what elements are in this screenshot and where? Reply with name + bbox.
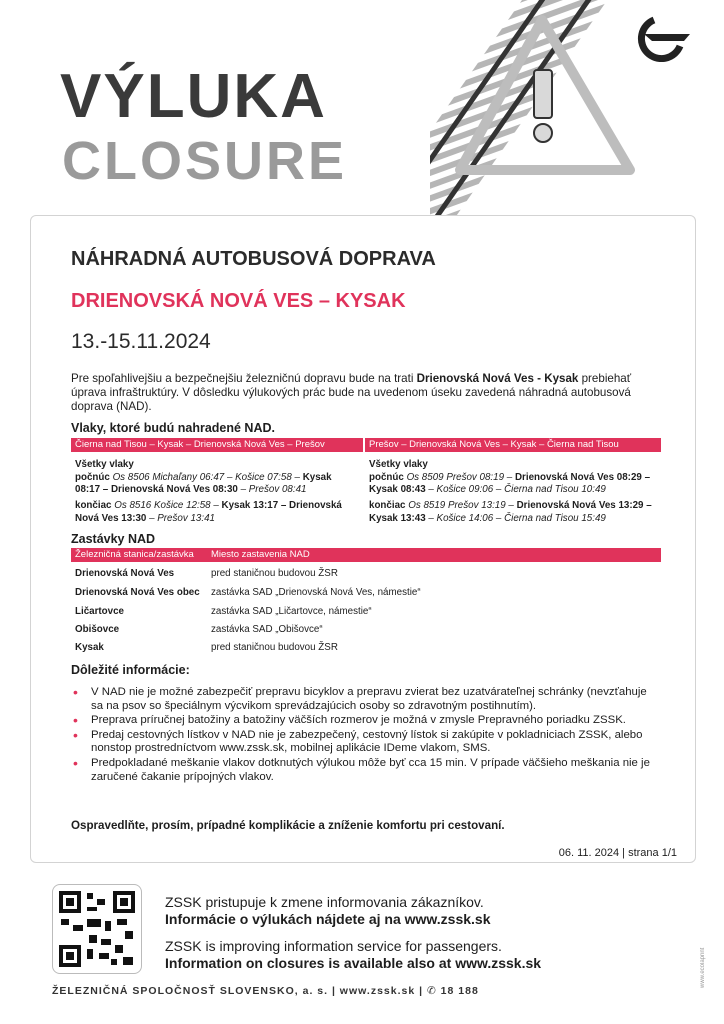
stop-station: Kysak: [75, 642, 104, 653]
footer-sk-line2: Informácie o výlukách nájdete aj na www.zssk.sk: [165, 911, 491, 927]
dir2-end-b: Drienovská Nová Ves 13:29 – Kysak 13:43: [369, 500, 652, 524]
dir1-start-b: Kysak 08:17 – Drienovská Nová Ves 08:30: [75, 471, 332, 495]
notice-route: DRIENOVSKÁ NOVÁ VES – KYSAK: [71, 290, 406, 312]
intro-text-2: prebiehať úprava infraštruktúry. V dôsledku výlukových prác bude na uvedenom úseku zavedená náhradná autobusová doprava (NAD).: [71, 372, 632, 413]
dir2-start-c: – Košice 09:06 – Čierna nad Tisou 10:49: [425, 484, 606, 495]
stops-table-header: [71, 548, 661, 562]
page-info: 06. 11. 2024 | strana 1/1: [558, 847, 677, 859]
stop-station: Obišovce: [75, 624, 120, 635]
notice-date: 13.-15.11.2024: [71, 330, 211, 353]
stop-place: pred staničnou budovou ŽSR: [211, 568, 338, 579]
stops-heading: Zastávky NAD: [71, 532, 156, 546]
stop-place: pred staničnou budovou ŽSR: [211, 642, 338, 653]
direction-1-end: [75, 500, 359, 525]
all-trains-label: Všetky vlaky: [369, 459, 428, 470]
start-label: počnúc: [75, 471, 110, 483]
footer-sk-line1: ZSSK pristupuje k zmene informovania zákazníkov.: [165, 894, 484, 910]
direction-2-end: [369, 500, 661, 525]
table-row: [71, 639, 661, 657]
info-list: [71, 686, 661, 785]
stops-col-station: Železničná stanica/zastávka: [75, 549, 194, 560]
direction-1-header: Čierna nad Tisou – Kysak – Drienovská Nová Ves – Prešov: [71, 438, 363, 452]
dir2-end-c: – Košice 14:06 – Čierna nad Tisou 15:49: [425, 512, 606, 524]
footer-en-line2: Information on closures is available also at www.zssk.sk: [165, 955, 542, 971]
exclamation-icon: [534, 70, 552, 142]
list-item: • Predpokladané meškanie vlakov dotknutých výlukou môže byť cca 15 min. V prípade väčšieho meškania nie je zaručené čakanie prípojných vlakov.: [71, 757, 661, 784]
dir2-start-b: Drienovská Nová Ves 08:29 – Kysak 08:43: [369, 471, 651, 495]
direction-1-trains: [75, 459, 359, 497]
stop-station: Drienovská Nová Ves obec: [75, 587, 200, 598]
dir2-start-a: Os 8509 Prešov 08:19 –: [403, 471, 515, 483]
footer-en-text: [165, 938, 541, 972]
closure-title-en: CLOSURE: [62, 131, 348, 191]
closure-title-sk: VÝLUKA: [60, 62, 327, 131]
notice-intro: [71, 372, 661, 414]
dir1-end-a: Os 8516 Košice 12:58 –: [111, 500, 222, 511]
printer-note: www.ecolaprint: [700, 947, 706, 988]
footer-en-line1: ZSSK is improving information service for passengers.: [165, 938, 502, 954]
trains-heading: Vlaky, ktoré budú nahradené NAD.: [71, 421, 275, 435]
table-row: [71, 621, 661, 639]
direction-2-trains: [369, 459, 661, 497]
stop-place: zastávka SAD „Obišovce“: [211, 624, 323, 635]
start-label: počnúc: [369, 471, 404, 483]
list-item: • Preprava príručnej batožiny a batožiny väčších rozmerov je možná v zmysle Prepravného poriadku ZSSK.: [71, 714, 661, 728]
railway-track: [430, 0, 607, 250]
list-item: • Predaj cestovných lístkov v NAD nie je zabezpečený, cestovný lístok si zakúpite v pokladniciach ZSSK, alebo nonstop prostredníctvom www.zssk.sk, mobilnej aplikácie IDeme vlakom, SMS.: [71, 729, 661, 756]
apology-text: Ospravedlňte, prosím, prípadné komplikácie a zníženie komfortu pri cestovaní.: [71, 819, 505, 832]
info-heading: Dôležité informácie:: [71, 663, 190, 677]
table-row: [71, 565, 661, 583]
qr-code-frame: [52, 884, 142, 974]
zssk-logo-icon: [632, 12, 694, 62]
notice-title: NÁHRADNÁ AUTOBUSOVÁ DOPRAVA: [71, 248, 436, 270]
notice-card: [30, 215, 696, 863]
end-label: končiac: [75, 500, 112, 511]
stops-col-place: Miesto zastavenia NAD: [211, 549, 310, 560]
all-trains-label: Všetky vlaky: [75, 459, 134, 470]
dir1-end-c: – Prešov 13:41: [146, 512, 215, 524]
dir1-start-c: – Prešov 08:41: [237, 484, 307, 495]
dir2-end-a: Os 8519 Prešov 13:19 –: [405, 500, 517, 511]
direction-2-header: Prešov – Drienovská Nová Ves – Kysak – Čierna nad Tisou: [365, 438, 661, 452]
qr-code-icon: [59, 891, 135, 967]
stop-place: zastávka SAD „Ličartovce, námestie“: [211, 606, 372, 617]
stop-station: Ličartovce: [75, 606, 125, 617]
end-label: končiac: [369, 500, 406, 511]
company-line: ŽELEZNIČNÁ SPOLOČNOSŤ SLOVENSKO, a. s. | www.zssk.sk | ✆ 18 188: [52, 985, 479, 997]
footer-sk-text: [165, 894, 491, 928]
table-row: [71, 584, 661, 602]
list-item: • V NAD nie je možné zabezpečiť prepravu bicyklov a prepravu zvierat bez uzatvárateľnej schránky (nevzťahuje sa na psov so špeciálnym výcvikom sprevádzajúcich osoby so zdravotným postihnutím).: [71, 686, 661, 713]
dir1-end-b: Kysak 13:17 – Drienovská Nová Ves 13:30: [75, 500, 342, 524]
stop-place: zastávka SAD „Drienovská Nová Ves, námestie“: [211, 587, 421, 598]
intro-text-1: Pre spoľahlivejšiu a bezpečnejšiu železničnú dopravu bude na trati: [71, 372, 417, 385]
table-row: [71, 603, 661, 621]
intro-route-bold: Drienovská Nová Ves - Kysak: [416, 372, 579, 385]
dir1-start-a: Os 8506 Michaľany 06:47 – Košice 07:58 –: [109, 471, 303, 483]
stop-station: Drienovská Nová Ves: [75, 568, 175, 579]
